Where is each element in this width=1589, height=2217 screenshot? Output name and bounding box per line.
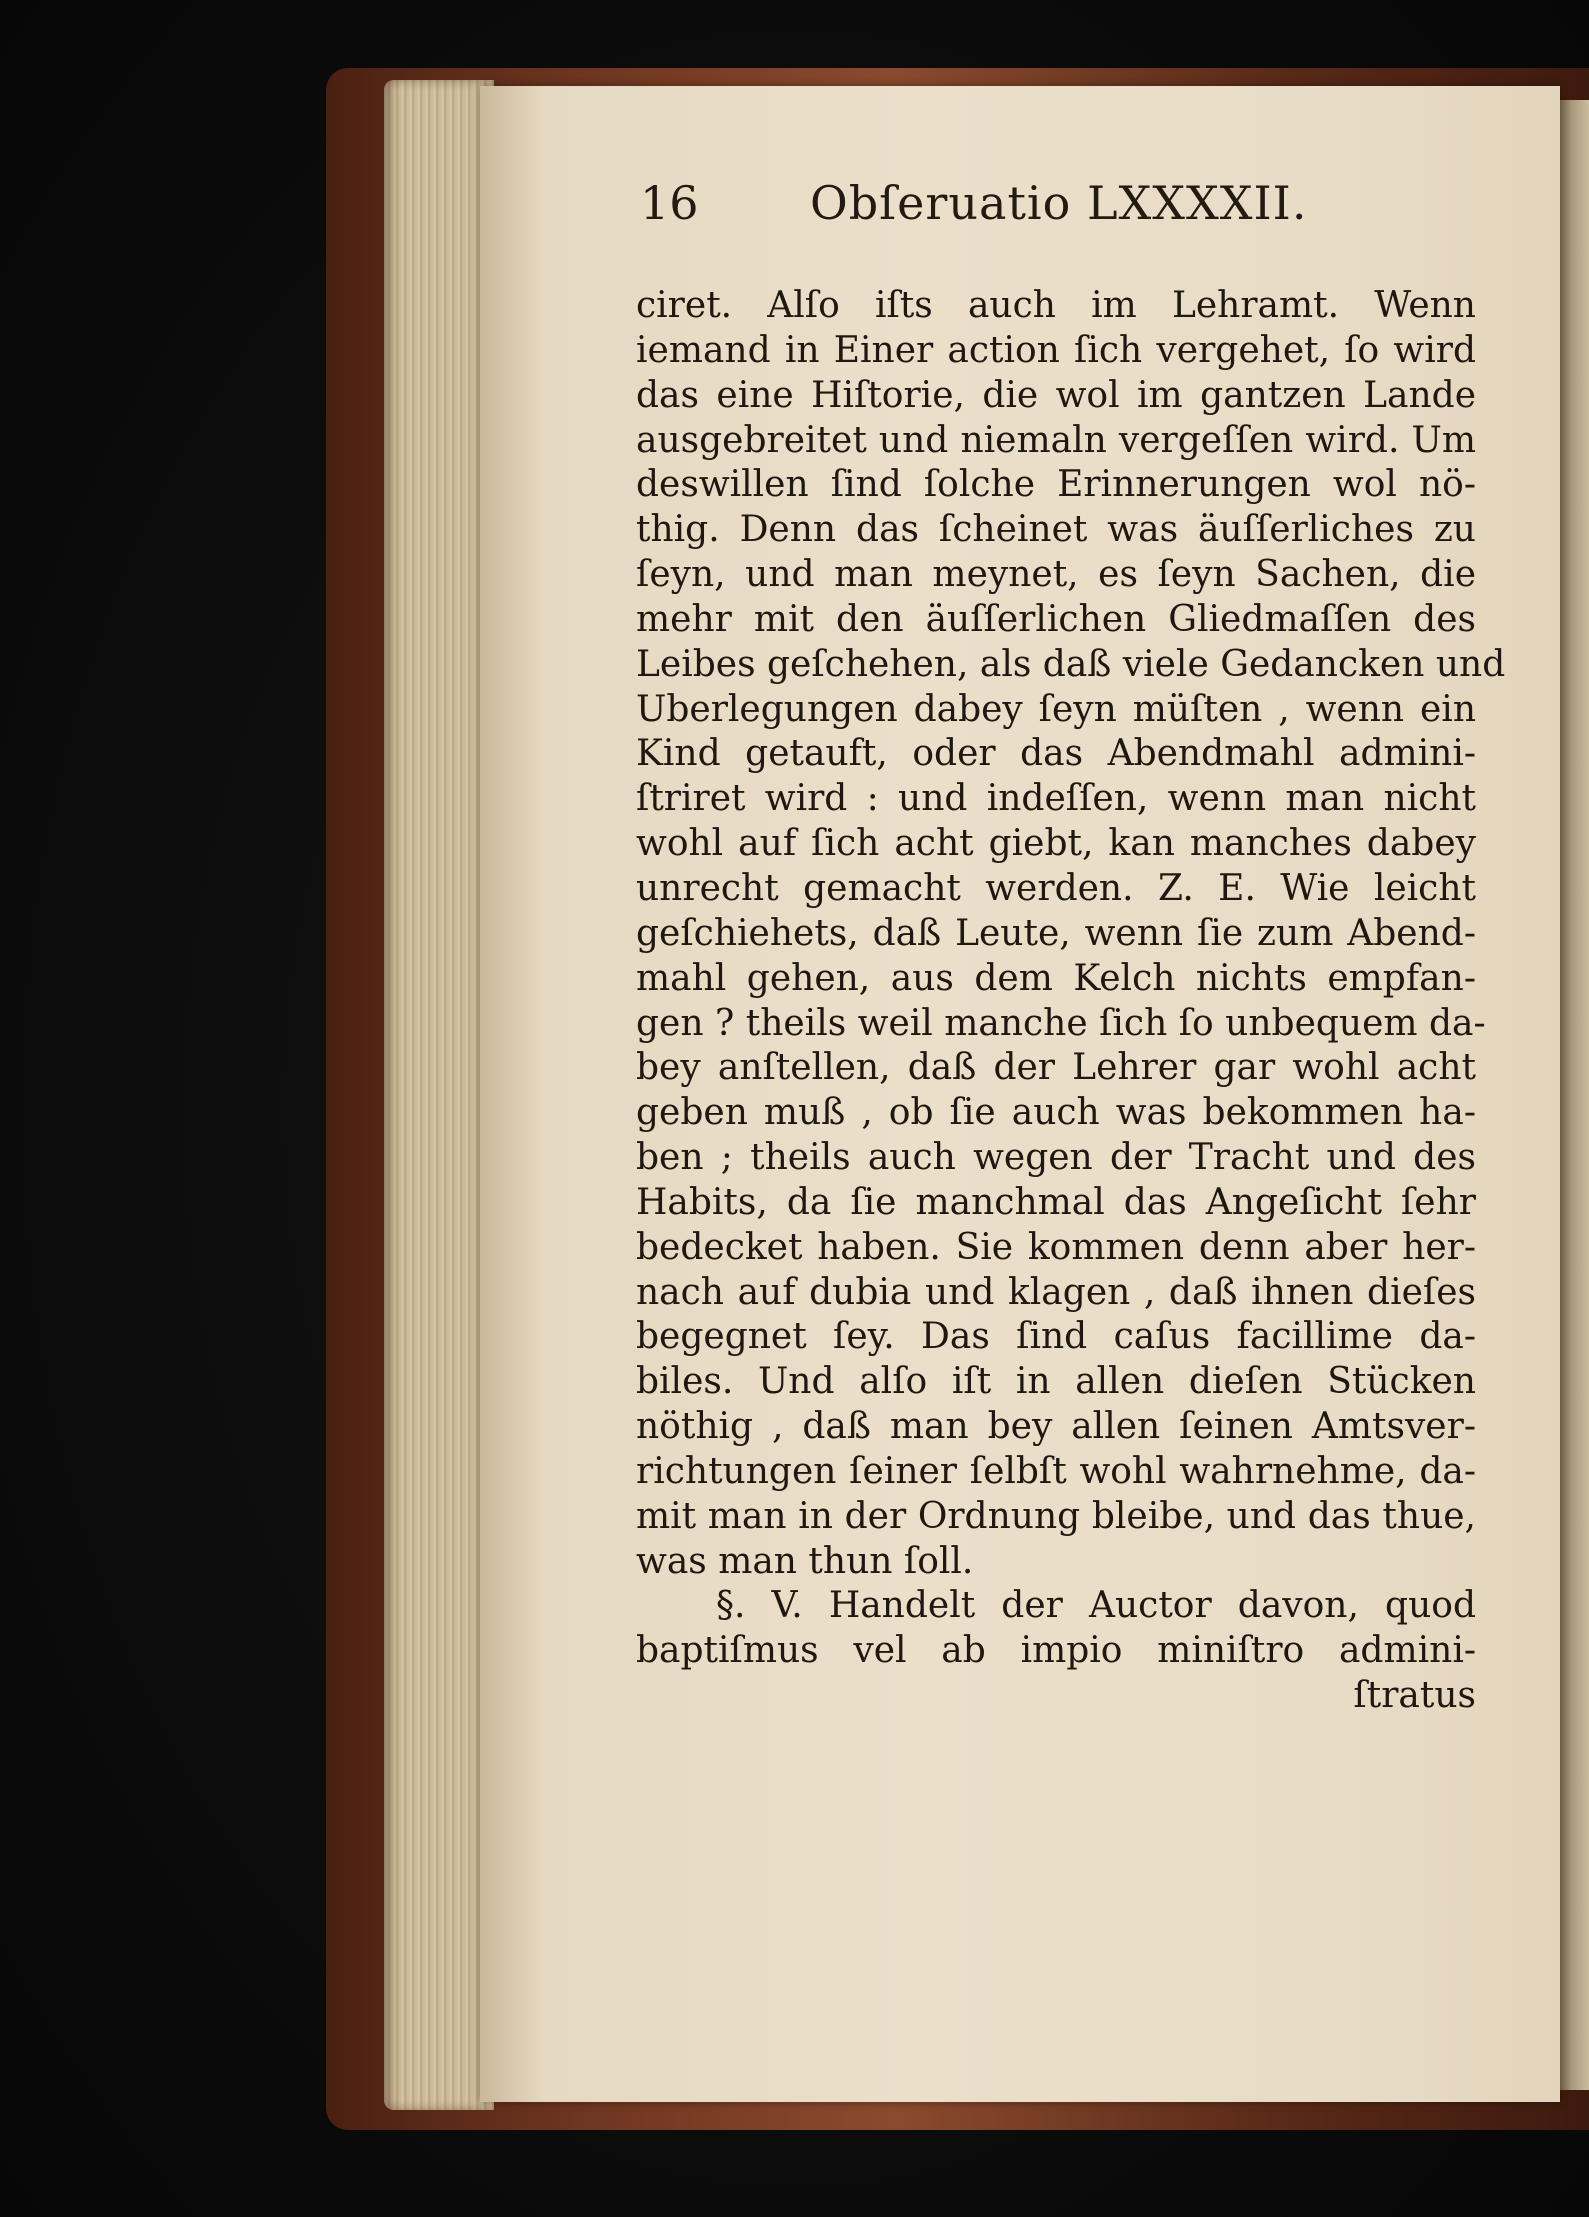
text-line: geben muß , ob ſie auch was bekommen ha- (636, 1092, 1476, 1134)
text-line: was man thun ſoll. (636, 1540, 974, 1582)
paragraph-start-line: §. V. Handelt der Auctor davon, quod (716, 1585, 1476, 1627)
text-line: wohl auf ſich acht giebt, kan manches dabey (636, 823, 1476, 865)
text-line: Uberlegungen dabey ſeyn müſten , wenn ein (636, 688, 1476, 730)
text-line: ben ; theils auch wegen der Tracht und des (636, 1137, 1476, 1179)
text-line: das eine Hiſtorie, die wol im gantzen Lande (636, 374, 1476, 416)
text-line: ausgebreitet und niemaln vergeſſen wird. Um (636, 419, 1476, 461)
text-line: mahl gehen, aus dem Kelch nichts empfan- (636, 957, 1476, 999)
body-text (636, 284, 1506, 1719)
text-line: richtungen ſeiner ſelbſt wohl wahrnehme, da- (636, 1450, 1476, 1492)
running-head (640, 176, 1360, 246)
facing-page-edge (1560, 100, 1589, 2090)
text-line: nöthig , daß man bey allen ſeinen Amtsver- (636, 1406, 1476, 1448)
text-line: mehr mit den äuſſerlichen Gliedmaſſen des (636, 598, 1476, 640)
page-number: 16 (640, 176, 699, 230)
text-line: nach auf dubia und klagen , daß ihnen dieſes (636, 1271, 1476, 1313)
page-edges (384, 80, 494, 2110)
text-line: baptiſmus vel ab impio miniſtro admini- (636, 1630, 1476, 1672)
text-line: geſchiehets, daß Leute, wenn ſie zum Abend- (636, 912, 1476, 954)
text-line: Kind getauft, oder das Abendmahl admini- (636, 733, 1476, 775)
catchword: ſtratus (1353, 1675, 1476, 1717)
text-line: deswillen ſind ſolche Erinnerungen wol nö- (636, 464, 1476, 506)
text-line: mit man in der Ordnung bleibe, und das thue, (636, 1495, 1476, 1537)
text-line: Habits, da ſie manchmal das Angeſicht ſehr (636, 1181, 1476, 1223)
text-line: bedecket haben. Sie kommen denn aber her- (636, 1226, 1476, 1268)
text-line: iemand in Einer action ſich vergehet, ſo wird (636, 329, 1476, 371)
text-line: begegnet ſey. Das ſind caſus facillime da- (636, 1316, 1476, 1358)
text-line: thig. Denn das ſcheinet was äuſſerliches zu (636, 509, 1476, 551)
text-line: unrecht gemacht werden. Z. E. Wie leicht (636, 867, 1476, 909)
text-line: ſeyn, und man meynet, es ſeyn Sachen, die (636, 554, 1476, 596)
observation-title: Obſeruatio LXXXXII. (810, 176, 1308, 230)
text-line: Leibes geſchehen, als daß viele Gedancken und (636, 643, 1506, 685)
text-line: ſtriret wird : und indeſſen, wenn man nicht (636, 778, 1476, 820)
text-line: gen ? theils weil manche ſich ſo unbequem da- (636, 1002, 1486, 1044)
text-line: ciret. Alſo iſts auch im Lehramt. Wenn (636, 285, 1476, 326)
text-line: biles. Und alſo iſt in allen dieſen Stücken (636, 1361, 1476, 1403)
text-line: bey anſtellen, daß der Lehrer gar wohl acht (636, 1047, 1476, 1089)
